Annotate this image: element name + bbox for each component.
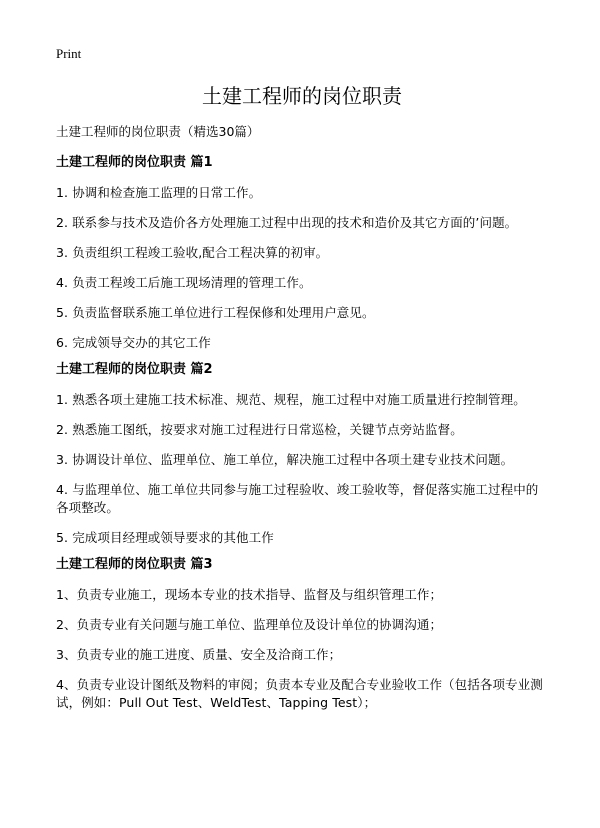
list-item: 5. 负责监督联系施工单位进行工程保修和处理用户意见。 (56, 305, 375, 320)
section-1 (56, 154, 548, 352)
list-item: 3、负责专业的施工进度、质量、安全及洽商工作； (56, 647, 342, 662)
page-title: 土建工程师的岗位职责 (202, 84, 402, 108)
list-item: 1. 协调和检查施工监理的日常工作。 (56, 185, 262, 200)
list-item: 2. 熟悉施工图纸，按要求对施工过程进行日常巡检，关键节点旁站监督。 (56, 422, 463, 437)
list-item: 3. 负责组织工程竣工验收,配合工程决算的初审。 (56, 245, 329, 260)
list-item: 2、负责专业有关问题与施工单位、监理单位及设计单位的协调沟通； (56, 617, 443, 632)
list-item: 1. 熟悉各项土建施工技术标准、规范、规程，施工过程中对施工质量进行控制管理。 (56, 392, 526, 407)
section-3 (56, 556, 548, 712)
list-item: 1、负责专业施工，现场本专业的技术指导、监督及与组织管理工作； (56, 587, 443, 602)
list-item: 3. 协调设计单位、监理单位、施工单位，解决施工过程中各项土建专业技术问题。 (56, 452, 514, 467)
section-heading: 土建工程师的岗位职责 篇2 (56, 362, 213, 377)
print-link[interactable]: Print (56, 46, 82, 61)
section-heading: 土建工程师的岗位职责 篇3 (56, 557, 213, 572)
section-heading: 土建工程师的岗位职责 篇1 (56, 155, 213, 170)
list-item: 6. 完成领导交办的其它工作 (56, 335, 211, 350)
list-item: 2. 联系参与技术及造价各方处理施工过程中出现的技术和造价及其它方面的’问题。 (56, 215, 518, 230)
list-item: 4、负责专业设计图纸及物料的审阅；负责本专业及配合专业验收工作（包括各项专业测试，例如：Pull Out Test、WeldTest、Tapping Test）； (56, 677, 543, 710)
section-2 (56, 361, 548, 547)
intro-text: 土建工程师的岗位职责（精选30篇） (56, 124, 260, 139)
list-item: 5. 完成项目经理或领导要求的其他工作 (56, 530, 274, 545)
list-item: 4. 负责工程竣工后施工现场清理的管理工作。 (56, 275, 312, 290)
list-item: 4. 与监理单位、施工单位共同参与施工过程验收、竣工验收等，督促落实施工过程中的各项整改。 (56, 482, 539, 515)
